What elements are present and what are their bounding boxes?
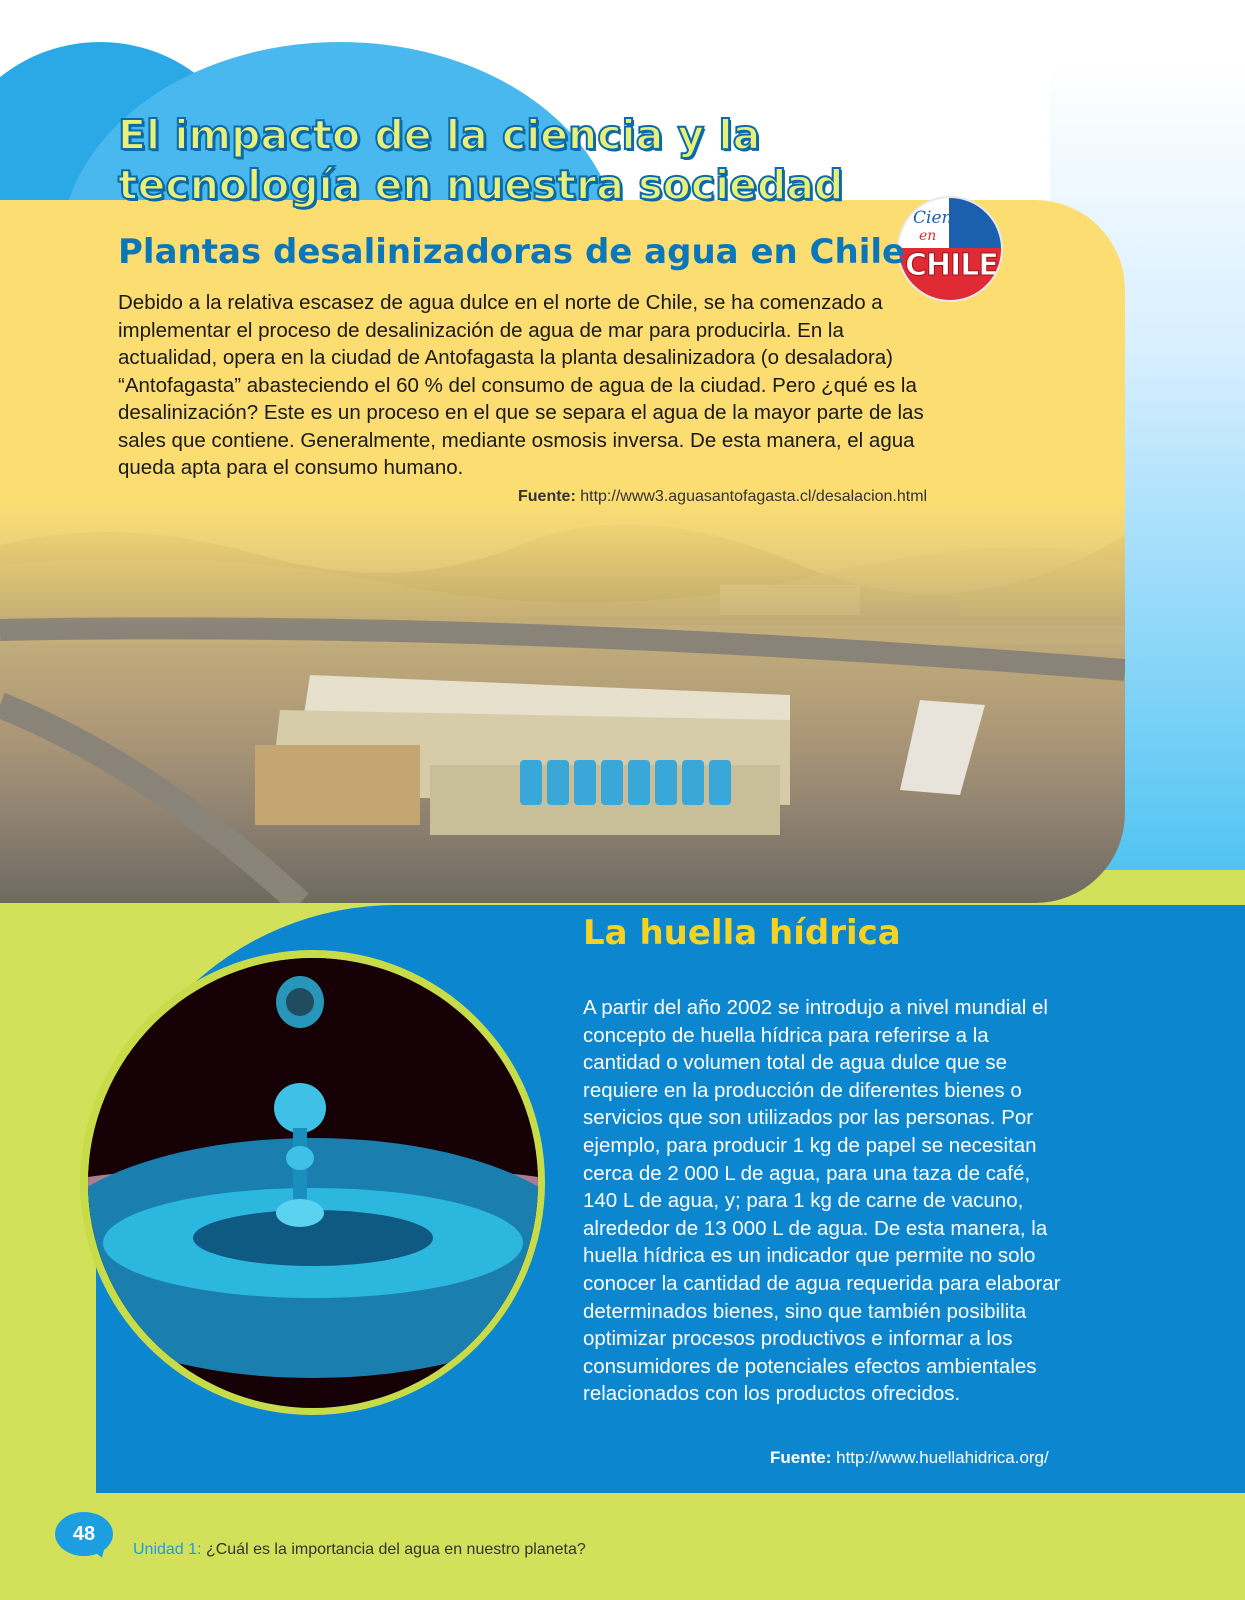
page-number: 48 (55, 1512, 113, 1556)
footer-unit-label: Unidad 1: (133, 1541, 202, 1558)
page-title (118, 110, 918, 210)
source-url[interactable]: http://www3.aguasantofagasta.cl/desalacion.html (580, 488, 928, 505)
badge-line3: CHILE (905, 248, 998, 283)
source-label: Fuente: (518, 488, 576, 505)
desalination-plant-photo (0, 505, 1125, 903)
section-body-desalination: Debido a la relativa escasez de agua dulce en el norte de Chile, se ha comenzado a implementar el proceso de desalinización de agua de mar para producirla. En la actualidad, opera en la ciudad de Antofagasta la planta desalinizadora (o desaladora) “Antofagasta” abasteciendo el 60 % del consumo de agua de la ciudad. Pero ¿qué es la desalinización? Este es un proceso en el que se separa el agua de la mayor parte de las sales que contiene. Generalmente, mediante osmosis inversa. De esta manera, el agua queda apta para el consumo humano. (118, 291, 924, 479)
water-drop-illustration (88, 958, 538, 1408)
badge-line1: Ciencia (913, 208, 978, 228)
section-title-desalination: Plantas desalinizadoras de agua en Chile (118, 232, 906, 272)
photo-overlay (0, 505, 1125, 625)
badge-line2: en (919, 228, 937, 244)
page-title-line1: El impacto de la ciencia y la (118, 111, 761, 159)
source-citation-desalination (518, 488, 927, 506)
source-url[interactable]: http://www.huellahidrica.org/ (836, 1448, 1049, 1467)
water-drop-photo (88, 958, 538, 1408)
section-body-water-footprint: A partir del año 2002 se introdujo a nivel mundial el concepto de huella hídrica para referirse a la cantidad o volumen total de agua dulce que se requiere en la producción de diferentes bienes o servicios que son utilizados por las personas. Por ejemplo, para producir 1 kg de papel se necesitan cerca de 2 000 L de agua, para una taza de café, 140 L de agua, y; para 1 kg de carne de vacuno, alrededor de 13 000 L de agua. De esta manera, la huella hídrica es un indicador que permite no solo conocer la cantidad de agua requerida para elaborar determinados bienes, sino que también posibilita optimizar procesos productivos e informar a los consumidores de potenciales efectos ambientales relacionados con los productos ofrecidos. (583, 996, 1061, 1406)
source-citation-water-footprint (770, 1448, 1049, 1468)
footer-unit-question: ¿Cuál es la importancia del agua en nuestro planeta? (205, 1541, 586, 1558)
footer-unit-text (133, 1541, 586, 1559)
section-title-water-footprint: La huella hídrica (583, 913, 901, 953)
page-title-line2: tecnología en nuestra sociedad (118, 161, 844, 209)
source-label: Fuente: (770, 1448, 832, 1467)
ciencia-en-chile-badge (899, 198, 1001, 300)
